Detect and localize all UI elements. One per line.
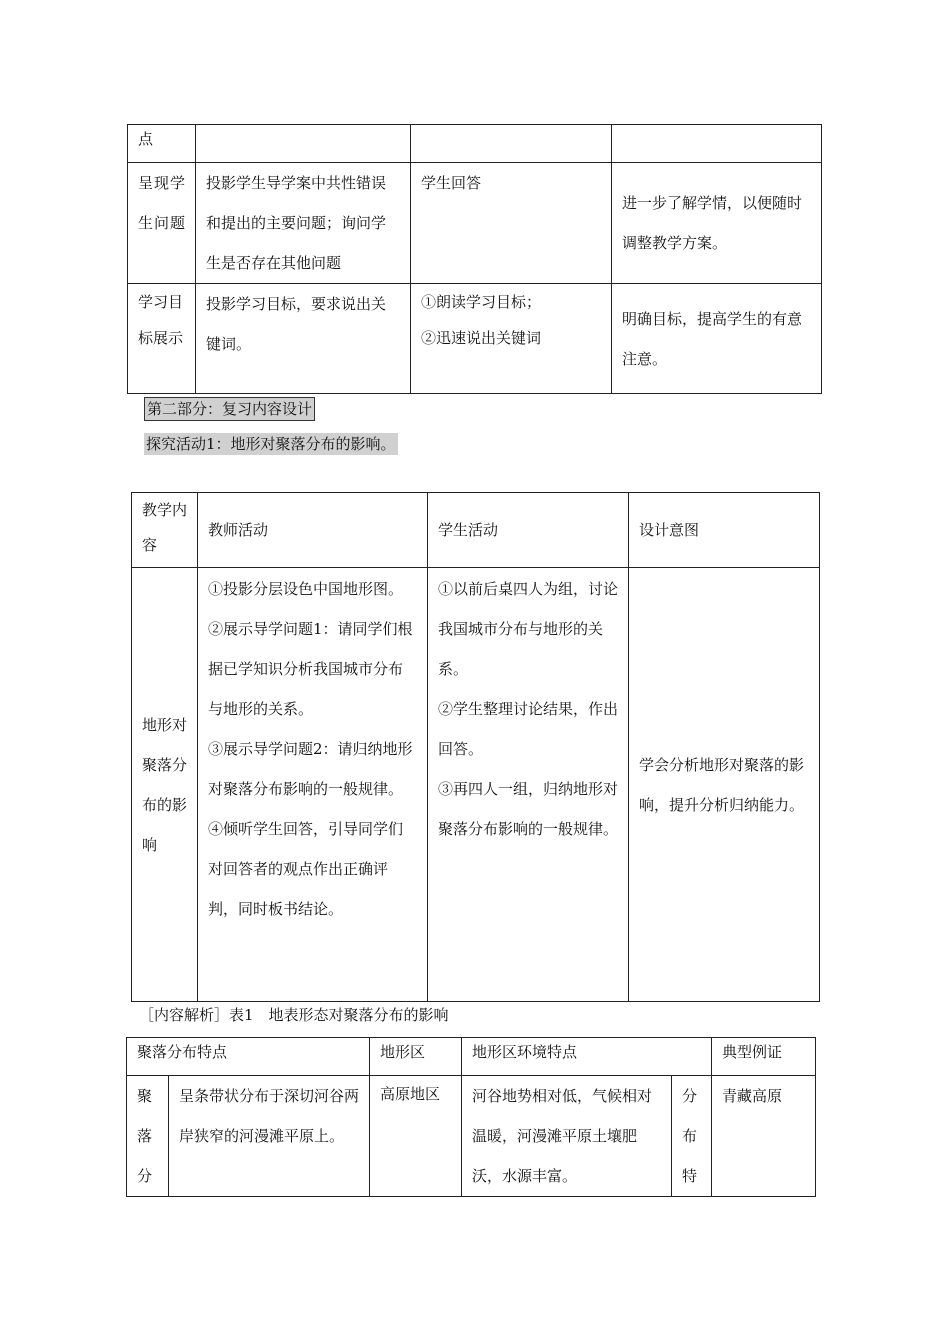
cell-student-activity xyxy=(411,284,612,394)
header-environment: 地形区环境特点 xyxy=(462,1038,712,1076)
list-item: ③再四人一组，归纳地形对聚落分布影响的一般规律。 xyxy=(438,780,619,838)
cell-environment: 河谷地势相对低，气候相对温暖，河漫滩平原土壤肥沃，水源丰富。 xyxy=(462,1076,672,1197)
list-item: ②展示导学问题1：请同学们根据已学知识分析我国城市分布与地形的关系。 xyxy=(208,620,413,718)
header-settlement: 聚落分布特点 xyxy=(127,1038,370,1076)
cell-student-activity xyxy=(428,568,629,1002)
cell-empty xyxy=(612,125,822,163)
header-landform: 地形区 xyxy=(370,1038,462,1076)
cell-settlement-label: 聚落分 xyxy=(127,1076,169,1197)
header-example: 典型例证 xyxy=(712,1038,816,1076)
cell-settlement-feature: 呈条带状分布于深切河谷两岸狭窄的河漫滩平原上。 xyxy=(169,1076,370,1197)
cell-environment-label: 分布特 xyxy=(672,1076,712,1197)
cell-step-name: 呈现学生问题 xyxy=(128,163,196,284)
cell-empty xyxy=(196,125,411,163)
table-row xyxy=(128,125,822,163)
table-row xyxy=(128,163,822,284)
cell-design-intent: 进一步了解学情，以便随时调整教学方案。 xyxy=(612,163,822,284)
table-teaching-process xyxy=(127,124,822,394)
cell-step-name: 学习目标展示 xyxy=(128,284,196,394)
list-item: ④倾听学生回答，引导同学们对回答者的观点作出正确评判，同时板书结论。 xyxy=(208,820,404,918)
cell-content: 地形对聚落分布的影响 xyxy=(132,568,198,1002)
section-title: 第二部分：复习内容设计 xyxy=(144,397,315,421)
cell-teacher-activity xyxy=(198,568,428,1002)
header-teacher: 教师活动 xyxy=(198,493,428,568)
table-row xyxy=(128,284,822,394)
activity-title: 探究活动1：地形对聚落分布的影响。 xyxy=(146,435,396,453)
table-caption: ［内容解析］表1 地表形态对聚落分布的影响 xyxy=(139,1006,449,1024)
list-item: ①朗读学习目标； xyxy=(421,293,542,311)
table-activity-1 xyxy=(131,492,820,1002)
table-landform-settlement xyxy=(126,1037,816,1197)
list-item: ②学生整理讨论结果，作出回答。 xyxy=(438,700,619,758)
table-row xyxy=(132,568,820,1002)
cell-landform: 高原地区 xyxy=(370,1076,462,1197)
list-item: ③展示导学问题2：请归纳地形对聚落分布影响的一般规律。 xyxy=(208,740,413,798)
cell-empty xyxy=(411,125,612,163)
table-row xyxy=(127,1076,816,1197)
cell-example: 青藏高原 xyxy=(712,1076,816,1197)
cell-teacher-activity: 投影学生导学案中共性错误和提出的主要问题；询问学生是否存在其他问题 xyxy=(196,163,411,284)
table-header-row xyxy=(132,493,820,568)
header-content: 教学内容 xyxy=(132,493,198,568)
list-item: ①以前后桌四人为组，讨论我国城市分布与地形的关系。 xyxy=(438,580,619,678)
cell-teacher-activity: 投影学习目标，要求说出关键词。 xyxy=(196,284,411,394)
list-item: ①投影分层设色中国地形图。 xyxy=(208,580,404,598)
cell-student-activity: 学生回答 xyxy=(411,163,612,284)
table-header-row xyxy=(127,1038,816,1076)
header-student: 学生活动 xyxy=(428,493,629,568)
list-item: ②迅速说出关键词 xyxy=(421,329,542,347)
cell-design-intent: 明确目标，提高学生的有意注意。 xyxy=(612,284,822,394)
cell-design-intent: 学会分析地形对聚落的影响，提升分析归纳能力。 xyxy=(629,568,820,1002)
cell-continued-label: 点 xyxy=(128,125,196,163)
header-intent: 设计意图 xyxy=(629,493,820,568)
